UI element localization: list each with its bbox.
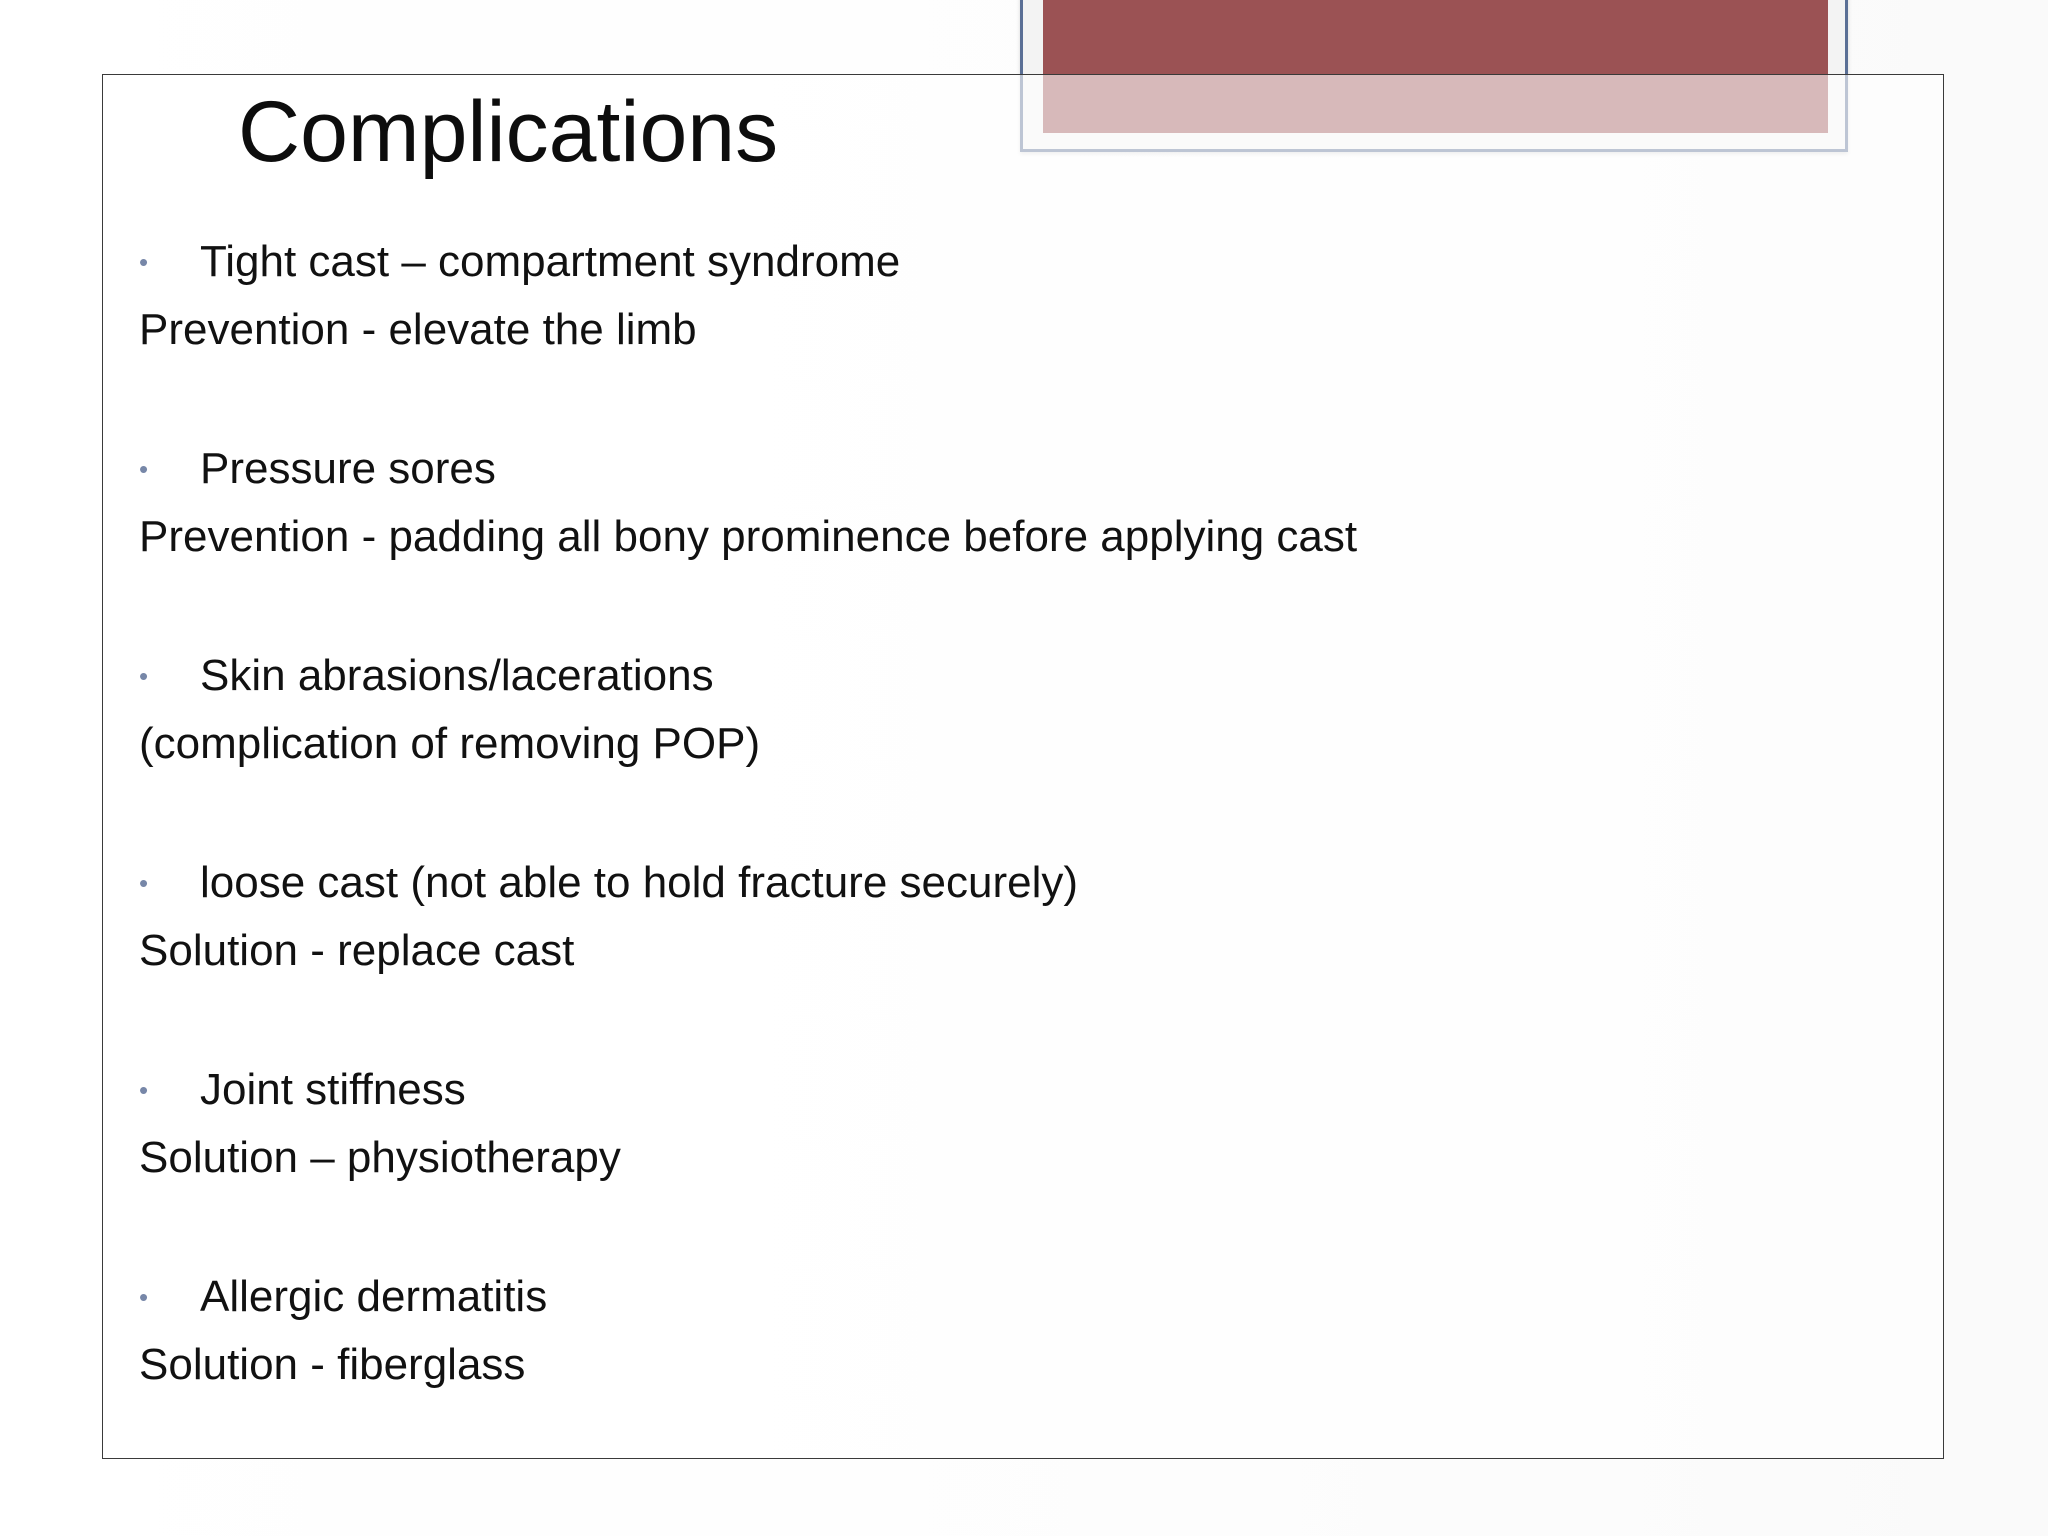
- bullet-line: [139, 1263, 1899, 1331]
- complication-detail: Solution - replace cast: [139, 926, 575, 975]
- complication-item: [139, 849, 1899, 1056]
- slide-title: Complications: [238, 84, 779, 180]
- bullet-icon: •: [139, 868, 149, 898]
- bullet-line: [139, 849, 1899, 917]
- bullet-icon: •: [139, 454, 149, 484]
- complication-detail: (complication of removing POP): [139, 719, 761, 768]
- complication-item: [139, 228, 1899, 435]
- complication-detail: Solution – physiotherapy: [139, 1133, 621, 1182]
- complication-heading: Joint stiffness: [200, 1065, 466, 1114]
- complication-item: [139, 1056, 1899, 1263]
- complication-detail: Prevention - elevate the limb: [139, 305, 697, 354]
- bullet-line: [139, 1056, 1899, 1124]
- complication-heading: Allergic dermatitis: [200, 1272, 548, 1321]
- bullet-line: [139, 435, 1899, 503]
- bullet-line: [139, 642, 1899, 710]
- bullet-icon: •: [139, 661, 149, 691]
- content-body: [139, 228, 1899, 1470]
- complication-heading: loose cast (not able to hold fracture securely): [200, 858, 1079, 907]
- bullet-icon: •: [139, 247, 149, 277]
- complication-detail: Solution - fiberglass: [139, 1340, 526, 1389]
- bullet-icon: •: [139, 1282, 149, 1312]
- complication-detail: Prevention - padding all bony prominence before applying cast: [139, 512, 1358, 561]
- complication-item: [139, 435, 1899, 642]
- complication-heading: Tight cast – compartment syndrome: [200, 237, 901, 286]
- complication-heading: Pressure sores: [200, 444, 496, 493]
- complication-item: [139, 1263, 1899, 1470]
- complication-heading: Skin abrasions/lacerations: [200, 651, 714, 700]
- complication-item: [139, 642, 1899, 849]
- bullet-line: [139, 228, 1899, 296]
- bullet-icon: •: [139, 1075, 149, 1105]
